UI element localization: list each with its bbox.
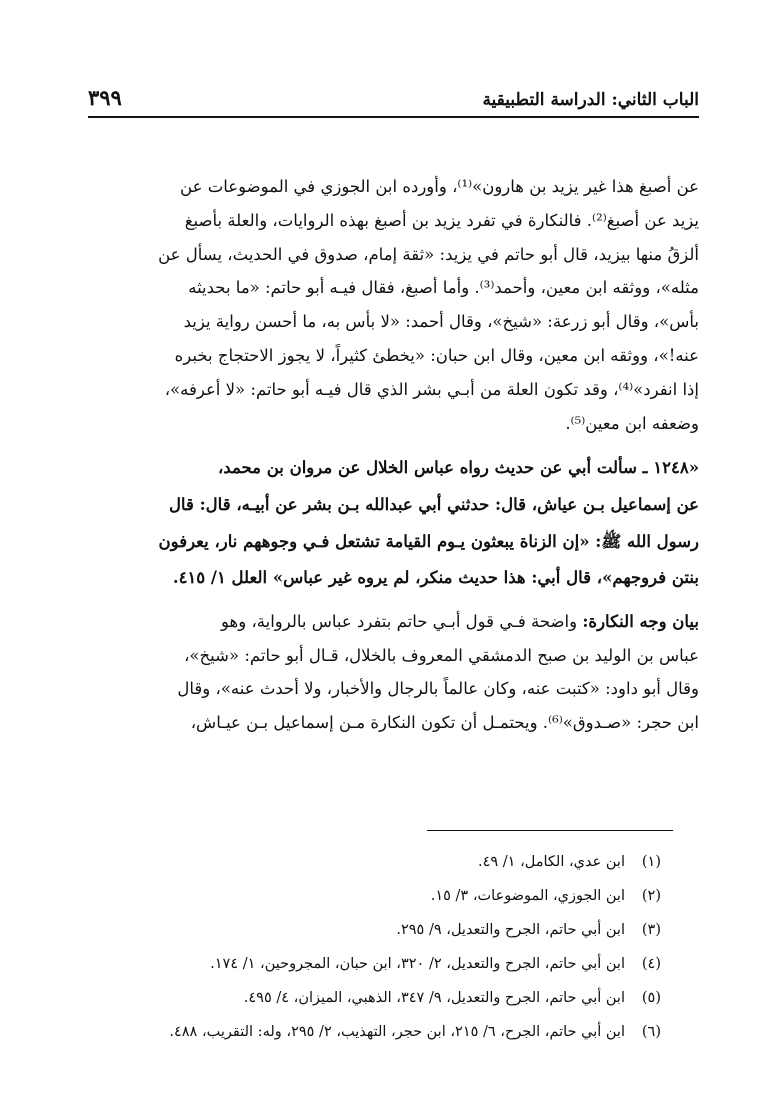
text-line: وقال أبو داود: «كتبت عنه، وكان عالماً بالرجال والأخبار، ولا أحدث عنه»، وقال — [177, 679, 699, 699]
paragraph-2 — [88, 605, 699, 740]
text-line: عن أصبغ هذا غير يزيد بن هارون»⁽¹⁾، وأورده ابن الجوزي في الموضوعات عن — [180, 177, 699, 196]
footnote-text: ابن أبي حاتم، الجرح والتعديل، ٢/ ٣٢٠، ابن حبان، المجروحين، ١/ ١٧٤. — [210, 956, 625, 972]
footnote — [88, 913, 661, 947]
footnote — [88, 1015, 661, 1049]
hadith-line: «١٢٤٨ ـ سألت أبي عن حديث رواه عباس الخلال عن مروان بن محمد، — [217, 458, 699, 478]
text-line — [88, 605, 699, 639]
footnote — [88, 947, 661, 981]
main-text — [88, 170, 699, 740]
footnote-text: ابن أبي حاتم، الجرح، ٦/ ٢١٥، ابن حجر، التهذيب، ٢/ ٢٩٥، وله: التقريب، ٤٨٨. — [169, 1024, 625, 1040]
footnote — [88, 845, 661, 879]
text-line: عنه!»، ووثقه ابن معين، وقال ابن حبان: «يخطئ كثيراً، لا يجوز الاحتجاج بخبره — [174, 345, 699, 365]
footnote-number: (١) — [641, 854, 661, 870]
footnote-separator — [427, 830, 673, 831]
paragraph-1 — [88, 170, 699, 440]
footnote-text: ابن أبي حاتم، الجرح والتعديل، ٩/ ٣٤٧، الذهبي، الميزان، ٤/ ٤٩٥. — [243, 990, 625, 1006]
footnotes — [88, 845, 661, 1049]
footnote-text: ابن عدي، الكامل، ١/ ٤٩. — [477, 854, 625, 870]
chapter-title: الباب الثاني: الدراسة التطبيقية — [482, 90, 699, 110]
page-number: ٣٩٩ — [88, 85, 122, 110]
text-line: ألزقُ منها بيزيد، قال أبو حاتم في يزيد: «ثقة إمام، صدوق في الحديث، يسأل عن — [158, 244, 699, 264]
footnote-text: ابن أبي حاتم، الجرح والتعديل، ٩/ ٢٩٥. — [396, 922, 625, 938]
page-header — [88, 84, 699, 118]
text-line: بأس»، وقال أبو زرعة: «شيخ»، وقال أحمد: «لا بأس به، ما أحسن رواية يزيد — [183, 312, 699, 332]
footnote — [88, 879, 661, 913]
hadith-line: رسول الله ﷺ: «إن الزناة يبعثون يـوم القيامة تشتعل فـي وجوههم نار، يعرفون — [158, 531, 699, 551]
hadith-line: عن إسماعيل بـن عياش، قال: حدثني أبي عبدالله بـن بشر عن أبيـه، قال: قال — [168, 494, 699, 514]
footnote-number: (٣) — [641, 922, 661, 938]
text-line: ابن حجر: «صـدوق»⁽⁶⁾. ويحتمـل أن تكون النكارة مـن إسماعيل بـن عيـاش، — [190, 713, 699, 733]
text-line: عباس بن الوليد بن صبح الدمشقي المعروف بالخلال، قـال أبو حاتم: «شيخ»، — [184, 645, 699, 665]
footnote-number: (٦) — [641, 1024, 661, 1040]
text-line: إذا انفرد»⁽⁴⁾، وقد تكون العلة من أبـي بشر الذي قال فيـه أبو حاتم: «لا أعرفه»، — [164, 379, 699, 399]
text-line: مثله»، ووثقه ابن معين، وأحمد⁽³⁾. وأما أصبغ، فقال فيـه أبو حاتم: «ما بحديثه — [188, 278, 699, 298]
footnote-number: (٢) — [641, 888, 661, 904]
footnote — [88, 981, 661, 1015]
text-line: وضعفه ابن معين⁽⁵⁾. — [565, 413, 699, 433]
hadith-line: بنتن فروجهم»، قال أبي: هذا حديث منكر، لم يروه غير عباس» العلل ١/ ٤١٥. — [172, 568, 699, 588]
text-line-rest: واضحة فـي قول أبـي حاتم بتفرد عباس بالرواية، وهو — [221, 611, 583, 631]
footnote-text: ابن الجوزي، الموضوعات، ٣/ ١٥. — [430, 888, 625, 904]
footnote-number: (٥) — [641, 990, 661, 1006]
text-line: يزيد عن أصبغ⁽²⁾. فالنكارة في تفرد يزيد بن أصبغ بهذه الروايات، والعلة بأصبغ — [184, 210, 699, 230]
section-lead: بيان وجه النكارة: — [582, 611, 699, 631]
footnote-number: (٤) — [641, 956, 661, 972]
hadith-quote — [88, 450, 699, 596]
